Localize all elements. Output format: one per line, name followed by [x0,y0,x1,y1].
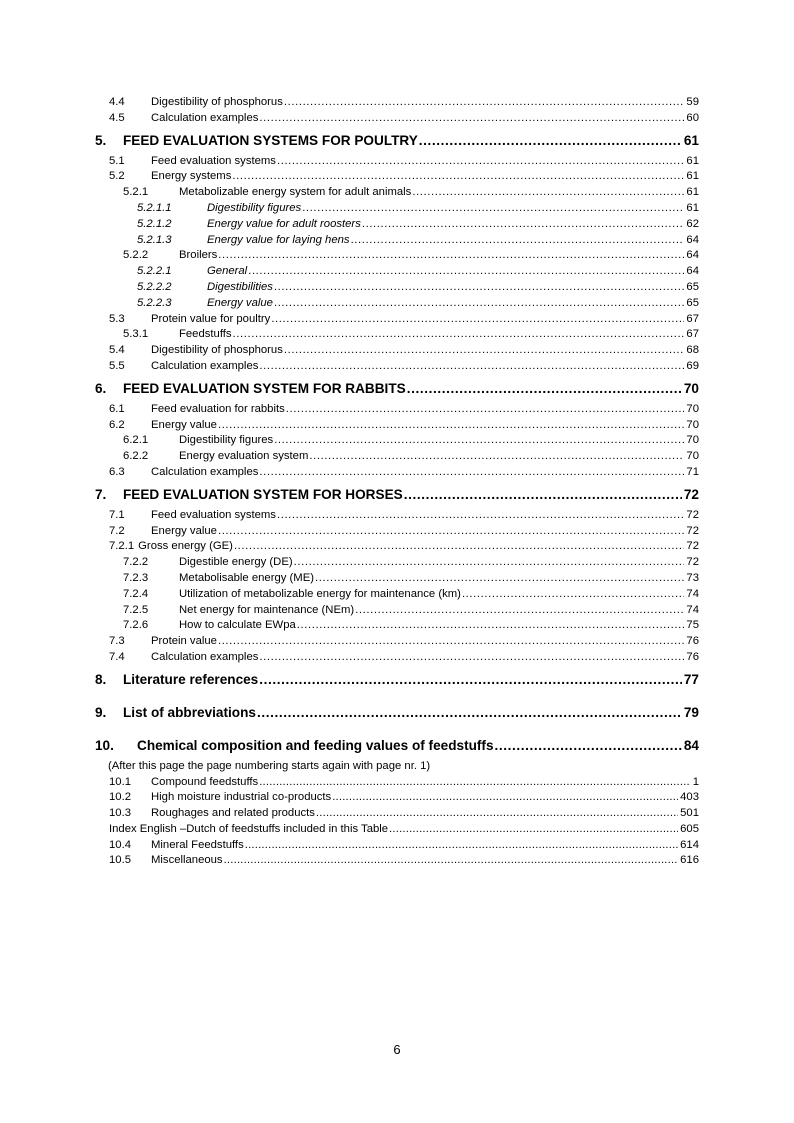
toc-page: 605 [680,822,699,835]
toc-entry[interactable] [95,465,699,481]
toc-entry[interactable] [95,233,699,249]
leader-dots [351,233,685,249]
toc-entry[interactable] [95,248,699,264]
leader-dots [248,264,684,280]
toc-page: 74 [686,587,699,600]
leader-dots [259,650,684,666]
toc-page: 64 [686,265,699,278]
toc-number: 7.2.4 [123,587,149,600]
leader-dots [412,185,684,201]
toc-page: 62 [686,217,699,230]
toc-number: 7.2.2 [123,556,149,569]
toc-title: Energy value [207,296,274,312]
toc-entry[interactable] [95,169,699,185]
toc-number: 7.2.6 [123,619,149,632]
toc-chapter-heading[interactable] [95,703,699,723]
leader-dots [259,111,684,127]
toc-entry[interactable] [95,790,699,806]
toc-page: 61 [686,154,699,167]
toc-entry[interactable] [95,524,699,540]
toc-title: How to calculate EWpa [179,618,297,634]
toc-title: FEED EVALUATION SYSTEM FOR HORSES [123,485,404,505]
toc-title: Feed evaluation systems [151,508,277,524]
toc-number: 6.3 [109,465,125,478]
leader-dots [218,524,684,540]
toc-page: 76 [686,635,699,648]
toc-number: 7. [95,486,107,502]
leader-dots [274,433,684,449]
toc-entry-index[interactable] [95,822,699,838]
toc-number: 5.2.1.1 [137,201,172,214]
leader-dots [309,449,684,465]
toc-entry[interactable] [95,775,699,791]
toc-number: 10.3 [109,807,131,820]
leader-dots [495,736,682,756]
toc-entry[interactable] [95,539,699,555]
toc-title: Protein value [151,634,218,650]
toc-title: Energy value for adult roosters [207,217,362,233]
toc-entry[interactable] [95,650,699,666]
toc-number: 5.2.2.1 [137,265,172,278]
toc-number: 7.3 [109,635,125,648]
toc-page: 77 [683,671,699,687]
toc-title: Calculation examples [151,111,259,127]
toc-title: Calculation examples [151,465,259,481]
toc-page: 64 [686,249,699,262]
toc-title: Utilization of metabolizable energy for maintenance (km) [179,587,462,603]
toc-title: Miscellaneous [151,853,224,869]
toc-title: Roughages and related products [151,806,316,822]
toc-entry[interactable] [95,154,699,170]
toc-title: Digestibility of phosphorus [151,343,284,359]
toc-entry[interactable] [95,327,699,343]
toc-title: Digestible energy (DE) [179,555,294,571]
leader-dots [316,806,678,822]
toc-number: 5.2.1.3 [137,233,172,246]
toc-title: Feed evaluation systems [151,154,277,170]
toc-title: Calculation examples [151,650,259,666]
leader-dots [404,485,682,505]
toc-entry[interactable] [95,343,699,359]
leader-dots [259,465,684,481]
toc-page: 65 [686,280,699,293]
toc-title: Gross energy (GE) [138,539,234,555]
leader-dots [294,555,685,571]
leader-dots [277,154,684,170]
toc-chapter-heading[interactable] [95,736,699,756]
toc-page: 61 [686,170,699,183]
leader-dots [257,703,682,723]
toc-entry[interactable] [95,555,699,571]
toc-number: 10.1 [109,775,131,788]
toc-number: 4.5 [109,111,125,124]
toc-entry[interactable] [95,359,699,375]
toc-number: 5.2 [109,170,125,183]
toc-number: 10.2 [109,791,131,804]
leader-dots [274,296,684,312]
leader-dots [274,280,684,296]
toc-entry[interactable] [95,111,699,127]
toc-page: 65 [686,296,699,309]
toc-entry[interactable] [95,280,699,296]
toc-title: FEED EVALUATION SYSTEMS FOR POULTRY [123,131,419,151]
toc-title: Metabolisable energy (ME) [179,571,315,587]
toc-entry[interactable] [95,217,699,233]
leader-dots [224,853,679,869]
leader-dots [271,312,684,328]
toc-chapter-heading[interactable] [95,131,699,151]
toc-page: 72 [686,540,699,553]
toc-page: 68 [686,344,699,357]
leader-dots [232,169,684,185]
toc-title: Net energy for maintenance (NEm) [179,603,355,619]
toc-entry[interactable] [95,185,699,201]
toc-number: 6.1 [109,402,125,415]
toc-page: 59 [686,96,699,108]
toc-title: Digestibility figures [179,433,274,449]
page-number: 6 [393,1042,401,1057]
toc-page: 70 [686,418,699,431]
leader-dots [362,217,685,233]
toc-title: Calculation examples [151,359,259,375]
toc-title: Feedstuffs [179,327,233,343]
toc-entry[interactable] [95,95,699,111]
toc-page: 61 [686,201,699,214]
toc-page: 70 [686,402,699,415]
toc-entry[interactable] [95,618,699,634]
toc-number: 5. [95,132,107,148]
leader-dots [286,402,685,418]
toc-entry[interactable] [95,433,699,449]
leader-dots [302,201,684,217]
toc-title: Digestibility of phosphorus [151,95,284,111]
toc-page: 70 [683,380,699,396]
leader-dots [233,327,685,343]
leader-dots [355,603,684,619]
table-of-contents [95,95,699,869]
toc-page: 60 [686,111,699,124]
toc-title: Compound feedstuffs [151,775,259,791]
toc-number: 5.1 [109,154,125,167]
toc-title: Energy systems [151,169,232,185]
toc-entry[interactable] [95,603,699,619]
toc-entry[interactable] [95,508,699,524]
toc-title: Index English –Dutch of feedstuffs included in this Table [109,822,389,838]
toc-number: 6. [95,380,107,396]
leader-dots [297,618,685,634]
toc-chapter-heading[interactable] [95,379,699,399]
toc-entry[interactable] [95,402,699,418]
leader-dots [259,670,682,690]
toc-page: 614 [680,838,699,851]
toc-title: Literature references [123,670,259,690]
toc-entry[interactable] [95,571,699,587]
toc-entry[interactable] [95,587,699,603]
toc-entry[interactable] [95,312,699,328]
toc-number: 4.4 [109,96,125,108]
toc-page: 76 [686,650,699,663]
toc-number: 5.2.2 [123,249,149,262]
toc-number: 5.5 [109,359,125,372]
toc-title: Mineral Feedstuffs [151,838,245,854]
toc-entry[interactable] [95,264,699,280]
toc-page: 84 [683,737,699,753]
toc-page: 71 [686,465,699,478]
leader-dots [218,634,684,650]
toc-number: 6.2.1 [123,434,149,447]
toc-page: 75 [686,619,699,632]
toc-number: 7.2.5 [123,603,149,616]
toc-title: Feed evaluation for rabbits [151,402,286,418]
leader-dots [234,539,684,555]
toc-number: 7.2.3 [123,571,149,584]
toc-number: 5.3 [109,312,125,325]
toc-page: 64 [686,233,699,246]
toc-number: 8. [95,671,107,687]
leader-dots [218,418,684,434]
toc-page: 74 [686,603,699,616]
leader-dots [315,571,684,587]
toc-title: Broilers [179,248,218,264]
toc-title: High moisture industrial co-products [151,790,332,806]
toc-number: 7.4 [109,650,125,663]
toc-page: 1 [692,775,699,788]
leader-dots [259,775,691,791]
toc-number: 5.3.1 [123,328,149,341]
toc-number: 10.5 [109,854,131,867]
toc-entry[interactable] [95,418,699,434]
toc-page: 73 [686,571,699,584]
toc-chapter-heading[interactable] [95,485,699,505]
toc-page: 67 [686,328,699,341]
toc-entry[interactable] [95,806,699,822]
toc-page: 69 [686,359,699,372]
toc-page: 79 [683,704,699,720]
toc-page: 403 [680,791,699,804]
leader-dots [284,343,685,359]
toc-title: Energy value for laying hens [207,233,351,249]
toc-title: FEED EVALUATION SYSTEM FOR RABBITS [123,379,407,399]
toc-page: 72 [686,524,699,537]
toc-page: 72 [683,486,699,502]
toc-title: Chemical composition and feeding values of feedstuffs [137,736,495,756]
toc-entry[interactable] [95,296,699,312]
toc-entry[interactable] [95,838,699,854]
toc-chapter-heading[interactable] [95,670,699,690]
toc-number: 5.4 [109,344,125,357]
toc-page: 72 [686,508,699,521]
toc-entry[interactable] [95,201,699,217]
page-numbering-note: (After this page the page numbering starts again with page nr. 1) [108,759,431,772]
toc-entry[interactable] [95,449,699,465]
toc-number: 5.2.1.2 [137,217,172,230]
toc-entry[interactable] [95,853,699,869]
toc-number: 10.4 [109,838,131,851]
leader-dots [284,95,685,111]
toc-number: 6.2 [109,418,125,431]
toc-number: 5.2.2.2 [137,280,172,293]
toc-page: 67 [686,312,699,325]
toc-page: 616 [680,854,699,867]
leader-dots [245,838,678,854]
toc-title: Digestibilities [207,280,274,296]
toc-title: Protein value for poultry [151,312,271,328]
toc-title: General [207,264,248,280]
toc-title: Energy value [151,418,218,434]
toc-page: 70 [686,434,699,447]
toc-page: 501 [680,807,699,820]
toc-number: 7.1 [109,508,125,521]
leader-dots [218,248,684,264]
toc-entry[interactable] [95,634,699,650]
leader-dots [407,379,682,399]
toc-title: List of abbreviations [123,703,257,723]
toc-number: 6.2.2 [123,450,149,463]
leader-dots [332,790,678,806]
toc-title: Energy evaluation system [179,449,309,465]
toc-number: 7.2.1 [109,540,135,553]
leader-dots [259,359,684,375]
toc-number: 10. [95,737,114,753]
leader-dots [419,131,682,151]
toc-number: 7.2 [109,524,125,537]
leader-dots [277,508,684,524]
toc-title: Metabolizable energy system for adult animals [179,185,412,201]
toc-title: Energy value [151,524,218,540]
toc-page: 70 [686,450,699,463]
toc-number: 5.2.2.3 [137,296,172,309]
toc-page: 61 [686,186,699,199]
toc-page: 61 [683,132,699,148]
toc-number: 9. [95,704,107,720]
toc-number: 5.2.1 [123,186,149,199]
leader-dots [462,587,684,603]
toc-title: Digestibility figures [207,201,302,217]
leader-dots [389,822,678,838]
toc-page: 72 [686,556,699,569]
